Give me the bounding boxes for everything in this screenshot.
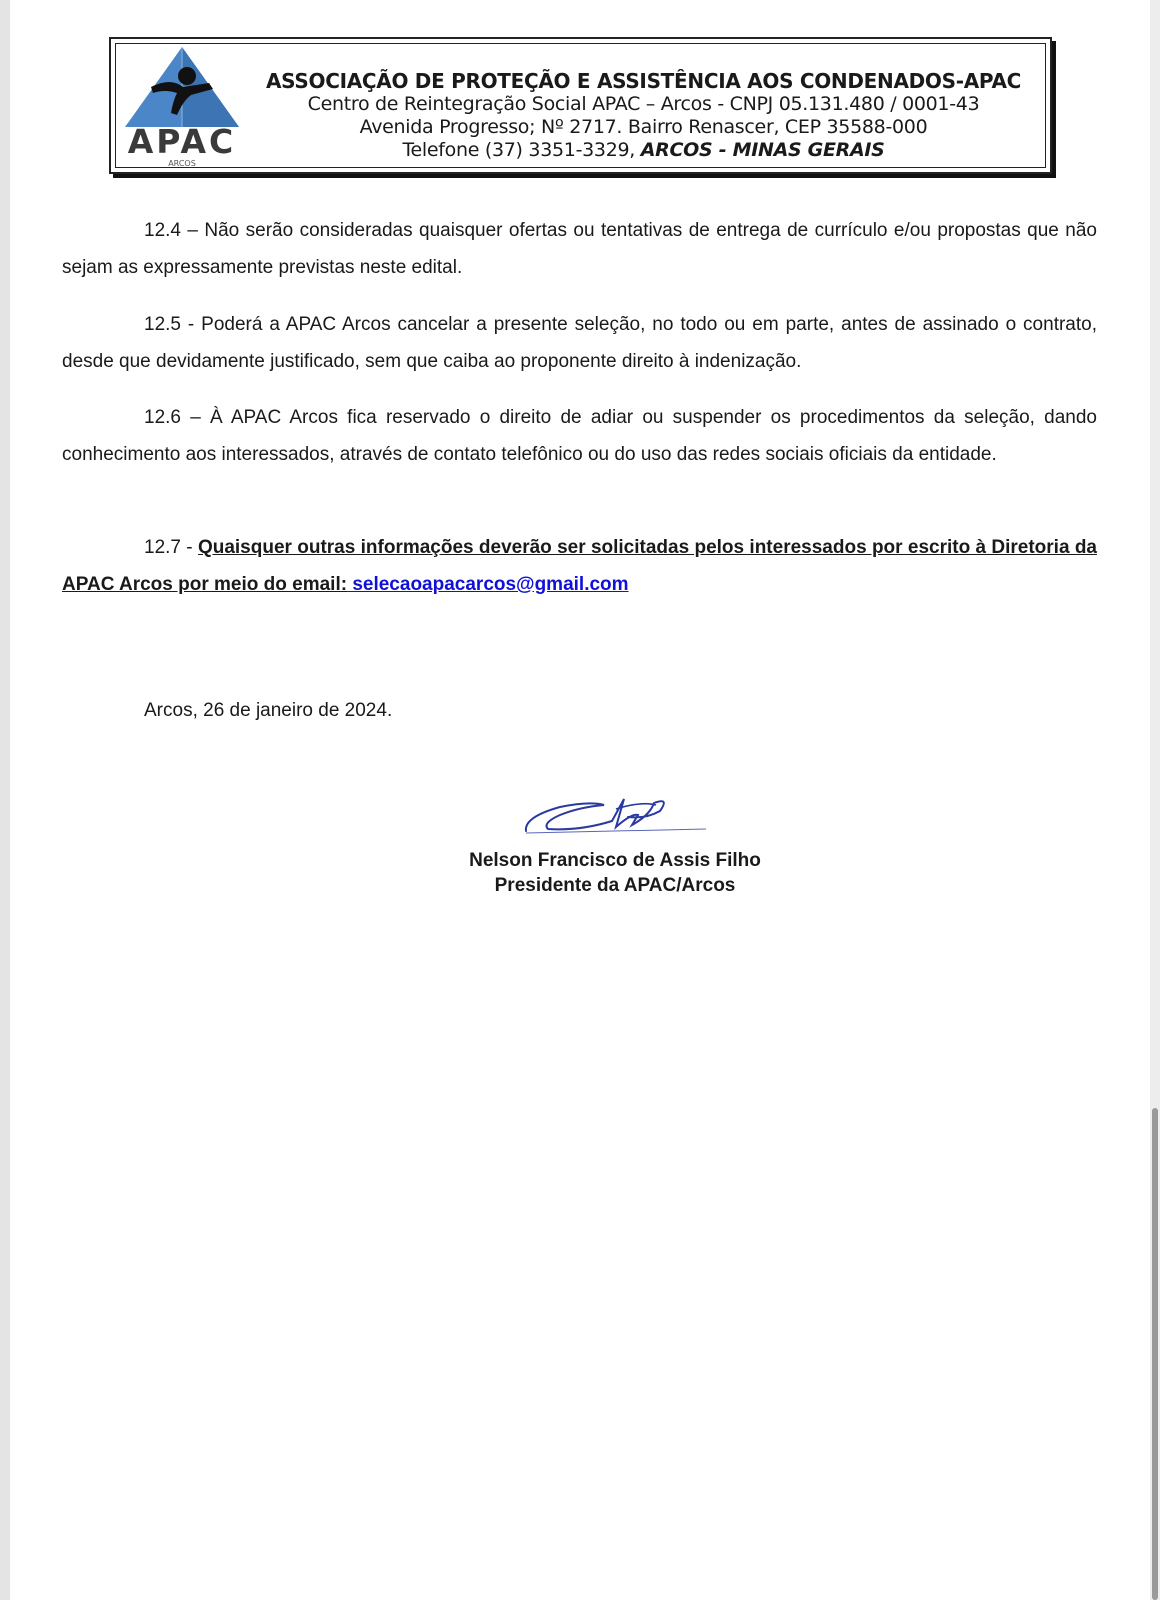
email-link[interactable]: selecaoapacarcos@gmail.com bbox=[347, 574, 629, 595]
organization-address-line: Avenida Progresso; Nº 2717. Bairro Renascer, CEP 35588-000 bbox=[359, 116, 928, 138]
letterhead-text bbox=[241, 69, 1046, 162]
signatory-role: Presidente da APAC/Arcos bbox=[494, 875, 736, 896]
city-state-text: ARCOS - MINAS GERAIS bbox=[640, 139, 885, 161]
document-date: Arcos, 26 de janeiro de 2024. bbox=[144, 700, 393, 721]
clause-12-4: 12.4 – Não serão consideradas quaisquer ofertas ou tentativas de entrega de currículo e/ou propostas que não sejam as expressamente previstas neste edital. bbox=[62, 220, 1097, 278]
logo-subtext: ARCOS bbox=[168, 159, 196, 168]
organization-phone-line bbox=[241, 139, 1046, 162]
signatory-name: Nelson Francisco de Assis Filho bbox=[469, 850, 761, 871]
clause-12-7-text: Quaisquer outras informações deverão ser solicitadas pelos interessados por escrito à Diretoria da APAC Arcos por meio do email: bbox=[62, 537, 1097, 595]
organization-title: ASSOCIAÇÃO DE PROTEÇÃO E ASSISTÊNCIA AOS CONDENADOS-APAC bbox=[266, 69, 1021, 93]
letterhead bbox=[109, 37, 1052, 174]
signature-image bbox=[520, 791, 720, 839]
page-left-edge bbox=[0, 0, 10, 1600]
clause-12-5: 12.5 - Poderá a APAC Arcos cancelar a presente seleção, no todo ou em parte, antes de assinado o contrato, desde que devidamente justificado, sem que caiba ao proponente direito à indenização. bbox=[62, 314, 1097, 372]
clause-12-7-number: 12.7 - bbox=[144, 537, 198, 558]
clause-12-7 bbox=[62, 529, 1097, 603]
clause-12-6: 12.6 – À APAC Arcos fica reservado o direito de adiar ou suspender os procedimentos da seleção, dando conhecimento aos interessados, através de contato telefônico ou do uso das redes sociais oficiais da entidade. bbox=[62, 407, 1097, 465]
logo-text: APAC bbox=[127, 122, 237, 161]
phone-text: Telefone (37) 3351-3329, bbox=[402, 139, 641, 161]
apac-logo bbox=[121, 43, 243, 168]
scrollbar-thumb[interactable] bbox=[1152, 1108, 1158, 1600]
signature-block bbox=[430, 848, 800, 898]
organization-cnpj-line: Centro de Reintegração Social APAC – Arcos - CNPJ 05.131.480 / 0001-43 bbox=[307, 93, 980, 115]
